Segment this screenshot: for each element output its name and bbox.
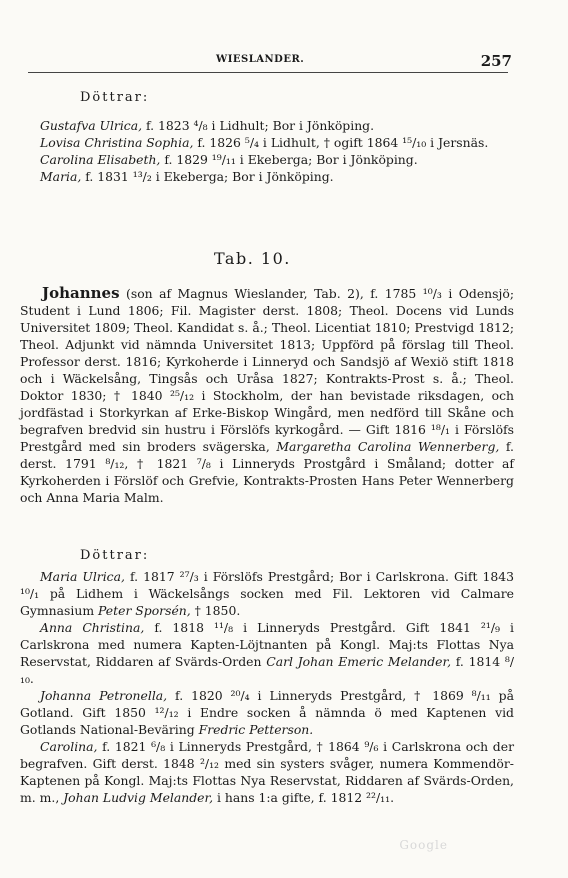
- entry-text: i hans 1:a gifte, f. 1812 ²²/₁₁.: [213, 790, 395, 805]
- page-header: [20, 52, 512, 72]
- daughter-entry: [20, 134, 514, 151]
- daughter-name: Lovisa Christina Sophia,: [40, 135, 194, 150]
- daughter-entry: [20, 117, 514, 134]
- daughter-entry: [20, 151, 514, 168]
- main-biography-cont: f. derst. 1791 ⁸/₁₂, † 1821 ⁷/₈ i Linneryds Prostgård i Småland; dotter af Kyrkoherden i Förslöf och Grefvie, Kontrakts-Prosten Hans Peter Wennerberg och Anna Maria Malm.: [20, 439, 514, 505]
- page-number: 257: [480, 52, 512, 70]
- entry-text: f. 1820 ²⁰/₄ i Linneryds Prestgård, † 1869 ⁸/₁₁ på Gotland. Gift 1850 ¹²/₁₂ i Endre socken å nämnda ö med Kaptenen vid Gotlands National-Beväring: [20, 688, 515, 737]
- wife-name: Margaretha Carolina Wennerberg,: [276, 439, 500, 454]
- daughter-details: f. 1823 ⁴/₈ i Lidhult; Bor i Jönköping.: [142, 118, 375, 133]
- daughters-list-2: [20, 568, 514, 806]
- daughter-entry: [20, 687, 514, 738]
- daughter-name: Maria,: [40, 169, 82, 184]
- entry-text: † 1850.: [190, 603, 241, 618]
- italic-name: Fredric Petterson.: [198, 722, 314, 737]
- main-biography: (son af Magnus Wieslander, Tab. 2), f. 1785 ¹⁰/₃ i Odensjö; Student i Lund 1806; Fil. Magister derst. 1808; Theol. Docens vid Lunds Universitet 1809; Theol. Kandidat s. å.; Theol. Licentiat 1810; Prestvigd 1812; Theol. Adjunkt vid nämnda Universitet 1813; Uppförd på förslag till Theol. Professor derst. 1816; Kyrkoherde i Linneryd och Sandsjö af Wexiö stift 1818 och i Wäckelsång, Tingsås och Uråsa 1827; Kontrakts-Prost s. å.; Theol. Doktor 1830; † 1840 ²⁵/₁₂ i Stockholm, der han bevistade riksdagen, och jordfästad i Storkyrkan af Erke-Biskop Wingård, men nedförd till Skåne och begrafven bredvid sin hustru i Förslöfs kyrkogård. — Gift 1816 ¹⁸/₁ i Förslöfs Prestgård med sin broders svägerska,: [20, 286, 514, 454]
- daughters-list-1: [20, 117, 514, 185]
- italic-name: Maria Ulrica,: [40, 569, 125, 584]
- daughter-entry: [20, 168, 514, 185]
- daughter-entry: [20, 619, 514, 687]
- daughter-entry: [20, 738, 514, 806]
- daughters-heading-1: Döttrar:: [80, 90, 150, 105]
- daughter-entry: [20, 568, 514, 619]
- italic-name: Peter Sporsén,: [98, 603, 191, 618]
- italic-name: Anna Christina,: [40, 620, 145, 635]
- daughters-heading-2: Döttrar:: [80, 548, 150, 563]
- daughter-name: Gustafva Ulrica,: [40, 118, 143, 133]
- daughter-details: f. 1829 ¹⁹/₁₁ i Ekeberga; Bor i Jönköping.: [160, 152, 418, 167]
- italic-name: Johanna Petronella,: [40, 688, 168, 703]
- entry-text: f. 1818 ¹¹/₈ i Linneryds Prestgård. Gift 1841 ²¹/₉ i Carlskrona med numera Kapten-Löjtnanten på Kongl. Maj:ts Flottas Nya Reservstat, Riddaren af Svärds-Orden: [20, 620, 514, 669]
- daughter-details: f. 1826 ⁵/₄ i Lidhult, † ogift 1864 ¹⁵/₁₀ i Jersnäs.: [193, 135, 489, 150]
- watermark: Google: [399, 838, 448, 852]
- main-entry-paragraph: [20, 285, 514, 506]
- daughter-name: Carolina Elisabeth,: [40, 152, 161, 167]
- italic-name: Carolina,: [40, 739, 98, 754]
- running-head: WIESLANDER.: [216, 54, 305, 65]
- tab-heading: Tab. 10.: [214, 249, 291, 268]
- entry-text: f. 1817 ²⁷/₃ i Förslöfs Prestgård; Bor i Carlskrona. Gift 1843 ¹⁰/₁ på Lidhem i Wäckelsångs socken med Fil. Lektoren vid Calmare Gymnasium: [20, 569, 515, 618]
- italic-name: Johan Ludvig Melander,: [63, 790, 214, 805]
- entry-text: f. 1814 ⁸/₁₀.: [20, 654, 514, 686]
- main-entry: [20, 285, 514, 506]
- header-rule: [28, 72, 508, 73]
- italic-name: Carl Johan Emeric Melander,: [266, 654, 452, 669]
- entry-text: f. 1821 ⁶/₈ i Linneryds Prestgård, † 1864 ⁹/₆ i Carlskrona och der begrafven. Gift derst. 1848 ²/₁₂ med sin systers svåger, numera Kommendör-Kaptenen på Kongl. Maj:ts Flottas Nya Reservstat, Riddaren af Svärds-Orden, m. m.,: [20, 739, 514, 805]
- main-name: Johannes: [42, 284, 120, 302]
- daughter-details: f. 1831 ¹³/₂ i Ekeberga; Bor i Jönköping.: [81, 169, 334, 184]
